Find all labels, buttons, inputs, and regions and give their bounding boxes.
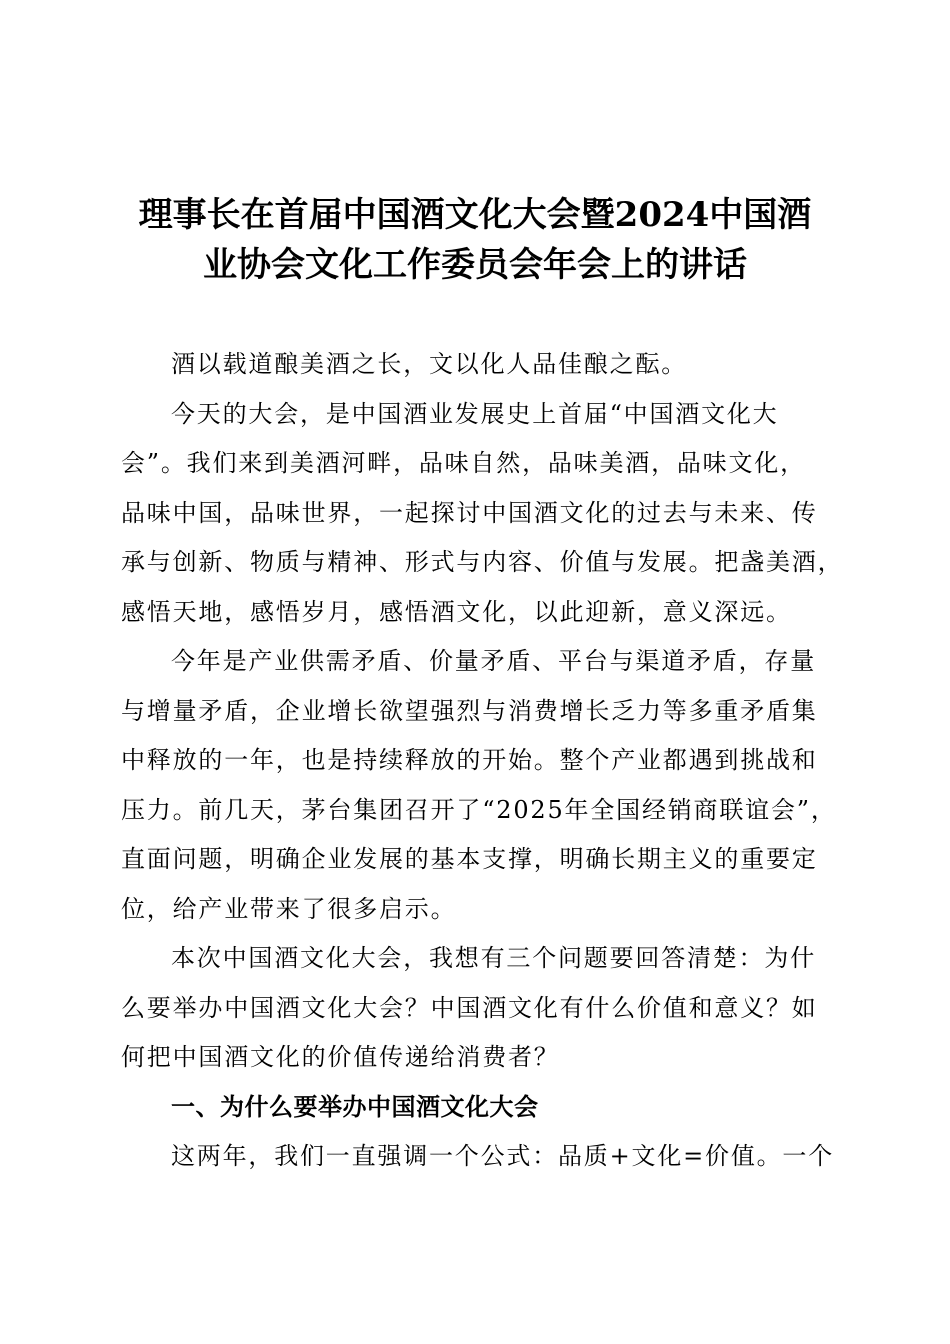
document-title: [100, 190, 850, 290]
paragraph-line: 直面问题，明确企业发展的基本支撑，明确长期主义的重要定: [121, 845, 818, 873]
paragraph-line: 与增量矛盾，企业增长欲望强烈与消费增长乏力等多重矛盾集: [121, 696, 818, 725]
section-heading: 一、为什么要举办中国酒文化大会: [171, 1092, 539, 1121]
paragraph-line: 压力。前几天，茅台集团召开了“2025年全国经销商联谊会”，: [121, 795, 837, 824]
paragraph-line: 感悟天地，感悟岁月，感悟酒文化，以此迎新，意义深远。: [121, 597, 792, 626]
paragraph-line: 承与创新、物质与精神、形式与内容、价值与发展。把盏美酒，: [121, 548, 844, 576]
paragraph-line: 么要举办中国酒文化大会？中国酒文化有什么价值和意义？如: [121, 993, 818, 1022]
title-line-2: 业协会文化工作委员会年会上的讲话: [203, 245, 747, 285]
paragraph-line: 品味中国，品味世界，一起探讨中国酒文化的过去与未来、传: [121, 498, 818, 527]
document-body: [121, 340, 844, 1182]
paragraph-line: 酒以载道酿美酒之长，文以化人品佳酿之酝。: [171, 350, 687, 378]
paragraph-line: 会”。我们来到美酒河畔，品味自然，品味美酒，品味文化，: [121, 449, 806, 477]
title-line-1: 理事长在首届中国酒文化大会暨2024中国酒: [138, 195, 812, 235]
paragraph-line: 位，给产业带来了很多启示。: [121, 894, 457, 923]
paragraph-line: 中释放的一年，也是持续释放的开始。整个产业都遇到挑战和: [121, 746, 818, 774]
paragraph-line: 本次中国酒文化大会，我想有三个问题要回答清楚：为什: [171, 944, 816, 972]
paragraph-line: 何把中国酒文化的价值传递给消费者？: [121, 1043, 560, 1071]
paragraph-line: 今年是产业供需矛盾、价量矛盾、平台与渠道矛盾，存量: [171, 647, 816, 675]
paragraph-line: 今天的大会，是中国酒业发展史上首届“中国酒文化大: [171, 399, 779, 428]
paragraph-line: 这两年，我们一直强调一个公式：品质+文化=价值。一个: [171, 1142, 835, 1170]
